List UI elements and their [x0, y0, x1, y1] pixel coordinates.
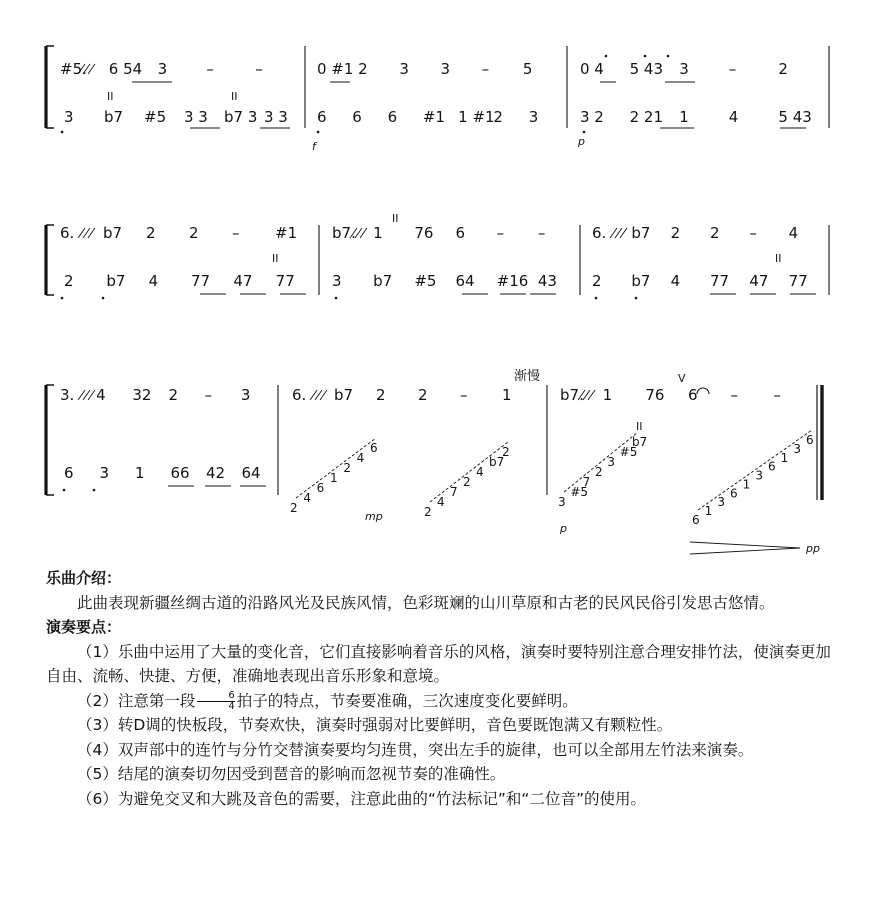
upper-voice-note: –: [460, 386, 468, 404]
upper-voice-note: 6.: [60, 224, 75, 242]
glissando-note: b7: [489, 455, 505, 469]
glissando-note: 3: [607, 455, 615, 469]
lower-voice-note: 2 21: [629, 108, 664, 126]
breath-mark: V: [678, 372, 686, 385]
lower-voice-note: 47: [233, 272, 253, 290]
glissando-note: 3: [755, 468, 763, 483]
lower-voice-note: #1: [422, 108, 445, 126]
lower-voice-note: 3: [332, 272, 342, 290]
time-signature-fraction: [197, 691, 234, 712]
low-octave-dot: [61, 131, 64, 134]
upper-voice-note: 3: [440, 60, 451, 78]
upper-voice-note: –: [496, 224, 505, 242]
lower-voice-note: 3: [64, 108, 74, 126]
upper-voice-note: –: [728, 60, 737, 78]
point-2-pre: （2）注意第一段: [77, 691, 196, 710]
glissando-note: 1: [780, 450, 789, 465]
lower-voice-note: 2: [493, 108, 503, 126]
upper-voice-note: b7: [334, 386, 354, 404]
upper-voice-note: 76: [645, 386, 665, 404]
intro-text: 此曲表现新疆丝绸古道的沿路风光及民族风情，色彩斑斓的山川草原和古老的民风民俗引发思古悠情。: [77, 593, 775, 612]
glissando-line: [430, 442, 508, 502]
glissando-note: 3: [717, 495, 725, 510]
upper-voice-note: –: [773, 386, 781, 404]
lower-voice-note: 2: [64, 272, 74, 290]
upper-voice-note: 2: [778, 60, 788, 78]
upper-voice-note: 0 #1: [317, 60, 354, 78]
upper-voice-note: 2: [358, 60, 368, 78]
low-octave-dot: [93, 489, 96, 492]
point-2: [46, 689, 836, 714]
glissando-note: 6: [768, 459, 776, 474]
upper-voice-note: 32: [132, 386, 152, 404]
lower-voice-note: 3 2: [580, 108, 604, 126]
upper-voice-note: –: [206, 60, 214, 78]
upper-voice-note: b7: [103, 224, 123, 242]
lower-voice-note: 1: [135, 464, 145, 482]
notes-section: [46, 566, 836, 811]
low-octave-dot: [335, 297, 338, 300]
fermata-mark: [697, 388, 709, 394]
lower-voice-note: b7: [106, 272, 126, 290]
lower-voice-note: #5: [414, 272, 437, 290]
upper-voice-note: 76: [414, 224, 434, 242]
lower-voice-note: 2: [592, 272, 602, 290]
lower-voice-note: 3: [528, 108, 539, 126]
upper-voice-note: 6.: [592, 224, 607, 242]
upper-voice-note: 4: [96, 386, 106, 404]
lower-voice-note: 3 3: [184, 108, 208, 126]
high-octave-dot: [605, 55, 608, 58]
upper-voice-note: –: [749, 224, 757, 242]
dynamic-f: f: [312, 140, 316, 153]
upper-voice-note: 6.: [292, 386, 307, 404]
dynamic-p: p: [578, 135, 585, 148]
point-4: （4）双声部中的连竹与分竹交替演奏要均匀连贯，突出左手的旋律，也可以全部用左竹法来演奏。: [77, 740, 754, 759]
glissando-note: #5: [570, 485, 589, 499]
upper-voice-note: b7: [631, 224, 651, 242]
upper-voice-note: 3: [157, 60, 168, 78]
low-octave-dot: [595, 297, 598, 300]
position-mark-ii: II: [231, 90, 238, 103]
glissando-note: 2: [343, 461, 351, 475]
upper-voice-note: b7.: [332, 224, 356, 242]
lower-voice-note: 4: [670, 272, 681, 290]
glissando-line: [564, 432, 638, 492]
glissando-note: 6: [370, 441, 378, 455]
glissando-note: 2: [290, 501, 298, 515]
glissando-note: 4: [356, 451, 365, 465]
upper-voice-note: 2: [376, 386, 386, 404]
lower-voice-note: 6: [387, 108, 398, 126]
glissando-note: b7: [632, 435, 648, 449]
point-2-post: 拍子的特点，节奏要准确，三次速度变化要鲜明。: [236, 691, 578, 710]
glissando-note: 2: [502, 445, 510, 459]
upper-voice-note: 1: [602, 386, 613, 404]
position-mark-ii: II: [272, 252, 279, 265]
lower-voice-note: 64: [241, 464, 261, 482]
upper-voice-note: 5 43: [629, 60, 664, 78]
glissando-note: 6: [730, 486, 738, 501]
glissando-note: 2: [595, 465, 603, 479]
upper-voice-note: 1: [502, 386, 512, 404]
upper-voice-note: –: [481, 60, 490, 78]
glissando-note: 6: [316, 481, 325, 495]
upper-voice-note: 0 4: [580, 60, 604, 78]
lower-voice-note: 77: [191, 272, 211, 290]
upper-voice-note: 3.: [60, 386, 75, 404]
low-octave-dot: [317, 131, 320, 134]
lower-voice-note: 77: [710, 272, 730, 290]
glissando-note: 2: [424, 505, 432, 519]
lower-voice-note: 3: [99, 464, 110, 482]
lower-voice-note: 1 #1: [458, 108, 495, 126]
dynamic-pp: pp: [806, 542, 820, 555]
upper-voice-note: 4: [788, 224, 799, 242]
glissando-note: 4: [437, 495, 445, 509]
low-octave-dot: [583, 131, 586, 134]
upper-voice-note: b7.: [560, 386, 584, 404]
upper-voice-note: 3: [399, 60, 409, 78]
lower-voice-note: 6: [317, 108, 327, 126]
low-octave-dot: [635, 297, 638, 300]
position-mark-ii: II: [636, 420, 643, 433]
low-octave-dot: [63, 489, 66, 492]
time-signature-numerator: 6: [197, 691, 234, 702]
glissando-note: #5: [619, 445, 638, 459]
lower-voice-note: 77: [275, 272, 295, 290]
lower-voice-note: 42: [206, 464, 226, 482]
upper-voice-note: 2: [710, 224, 720, 242]
decrescendo-hairpin: [690, 542, 800, 554]
upper-voice-note: –: [255, 60, 263, 78]
upper-voice-note: 2: [418, 386, 428, 404]
lower-voice-note: 5 43: [778, 108, 812, 126]
dynamic-p: p: [560, 522, 567, 535]
upper-voice-note: 2: [670, 224, 681, 242]
glissando-note: 4: [303, 491, 311, 505]
lower-voice-note: 3 3: [264, 108, 288, 126]
upper-voice-note: 1: [373, 224, 383, 242]
glissando-note: 1: [330, 471, 338, 485]
lower-voice-note: 77: [788, 272, 808, 290]
upper-voice-note: 6: [455, 224, 466, 242]
glissando-note: 1: [742, 477, 751, 492]
upper-voice-note: 6: [688, 386, 698, 404]
lower-voice-note: b7: [631, 272, 651, 290]
low-octave-dot: [102, 297, 105, 300]
lower-voice-note: 66: [170, 464, 190, 482]
upper-voice-note: 2: [168, 386, 179, 404]
lower-voice-note: b7 3: [224, 108, 258, 126]
upper-voice-note: 3: [679, 60, 689, 78]
point-5: （5）结尾的演奏切勿因受到琶音的影响而忽视节奏的准确性。: [77, 765, 506, 783]
lower-voice-note: 64: [455, 272, 475, 290]
points-heading: 演奏要点：: [46, 618, 122, 636]
upper-voice-note: 2: [146, 224, 156, 242]
upper-voice-note: –: [232, 224, 240, 242]
position-mark-ii: II: [107, 90, 114, 103]
lower-voice-note: 6: [352, 108, 362, 126]
lower-voice-note: 1: [679, 108, 689, 126]
lower-voice-note: b7: [104, 108, 124, 126]
high-octave-dot: [667, 55, 670, 58]
point-1: （1）乐曲中运用了大量的变化音，它们直接影响着音乐的风格，演奏时要特别注意合理安排竹法，使演奏更加自由、流畅、快捷、方便，准确地表现出音乐形象和意境。: [46, 642, 831, 685]
glissando-note: 4: [476, 465, 484, 479]
upper-voice-note: –: [204, 386, 213, 404]
glissando-note: 6: [692, 513, 700, 527]
upper-voice-note: 2: [189, 224, 199, 242]
position-mark-ii: II: [392, 212, 399, 225]
upper-voice-note: –: [537, 224, 546, 242]
lower-voice-note: #5: [144, 108, 167, 126]
glissando-note: 6: [806, 433, 814, 447]
position-mark-ii: II: [775, 252, 782, 265]
dynamic-mp: mp: [365, 510, 383, 523]
lower-voice-note: 4: [728, 108, 739, 126]
low-octave-dot: [61, 297, 64, 300]
upper-voice-note: #1: [275, 224, 298, 242]
point-3: （3）转D调的快板段，节奏欢快，演奏时强弱对比要鲜明，音色要既饱满又有颗粒性。: [77, 716, 673, 734]
glissando-note: 7: [450, 485, 458, 499]
intro-heading: 乐曲介绍：: [46, 569, 122, 587]
lower-voice-note: 4: [148, 272, 159, 290]
upper-voice-note: 3: [240, 386, 251, 404]
upper-voice-note: –: [730, 386, 739, 404]
lower-voice-note: b7: [373, 272, 393, 290]
lower-voice-note: 6: [64, 464, 74, 482]
time-signature-denominator: 4: [228, 700, 235, 712]
lower-voice-note: 47: [749, 272, 769, 290]
glissando-note: 2: [463, 475, 471, 489]
glissando-note: 3: [793, 441, 801, 456]
glissando-line: [296, 438, 376, 498]
glissando-note: 1: [704, 504, 713, 519]
tempo-change-text: 渐慢: [514, 369, 541, 384]
upper-voice-note: 6 54: [108, 60, 143, 78]
upper-voice-note: 5: [522, 60, 533, 78]
high-octave-dot: [644, 55, 647, 58]
lower-voice-note: #16: [496, 272, 529, 290]
glissando-note: 3: [558, 495, 566, 509]
upper-voice-note: #5.: [60, 60, 87, 78]
glissando-note: 7: [582, 475, 591, 489]
point-6: （6）为避免交叉和大跳及音色的需要，注意此曲的“竹法标记”和“二位音”的使用。: [77, 789, 646, 808]
lower-voice-note: 43: [537, 272, 557, 290]
